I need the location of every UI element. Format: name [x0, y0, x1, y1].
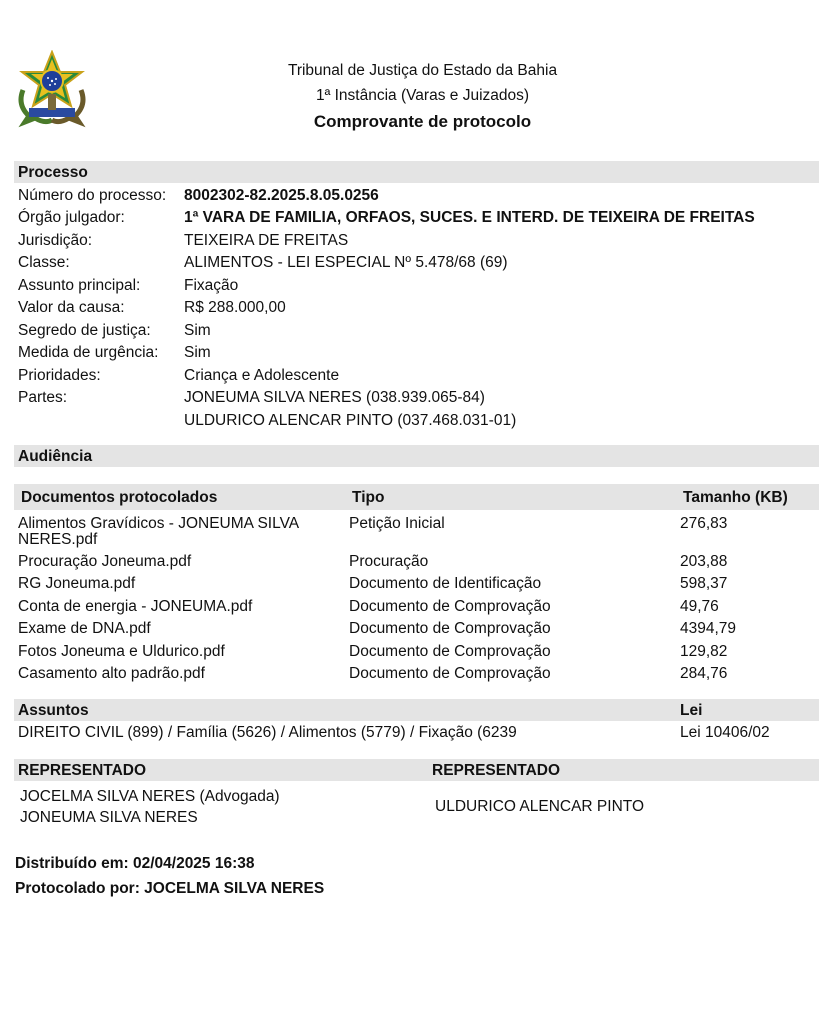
field-value-valor: R$ 288.000,00 — [184, 299, 286, 316]
representado-left-title: REPRESENTADO — [18, 762, 147, 779]
field-value-prioridades: Criança e Adolescente — [184, 367, 340, 384]
doc-name: RG Joneuma.pdf — [18, 575, 136, 592]
protocolado-por: Protocolado por: JOCELMA SILVA NERES — [15, 880, 325, 897]
doc-type: Petição Inicial — [349, 515, 445, 532]
doc-size: 203,88 — [680, 553, 728, 570]
field-label-jurisdicao: Jurisdição: — [18, 232, 93, 249]
doc-name: Fotos Joneuma e Uldurico.pdf — [18, 643, 225, 660]
doc-type: Documento de Identificação — [349, 575, 542, 592]
documentos-table-header — [14, 484, 819, 510]
col-header-tamanho: Tamanho (KB) — [683, 489, 788, 506]
court-name: Tribunal de Justiça do Estado da Bahia — [287, 62, 558, 79]
field-value-assunto: Fixação — [184, 277, 239, 294]
field-label-numero: Número do processo: — [18, 187, 167, 204]
field-label-assunto: Assunto principal: — [18, 277, 141, 294]
doc-name: Casamento alto padrão.pdf — [18, 665, 205, 682]
lei-title: Lei — [680, 702, 703, 719]
field-label-valor: Valor da causa: — [18, 299, 125, 316]
instance-name: 1ª Instância (Varas e Juizados) — [315, 87, 530, 104]
doc-type: Documento de Comprovação — [349, 643, 551, 660]
doc-size: 4394,79 — [680, 620, 737, 637]
doc-name: Procuração Joneuma.pdf — [18, 553, 192, 570]
representado-right-title: REPRESENTADO — [432, 762, 561, 779]
field-label-partes: Partes: — [18, 389, 68, 406]
lei-value: Lei 10406/02 — [680, 724, 770, 741]
doc-type: Documento de Comprovação — [349, 620, 551, 637]
field-value-classe: ALIMENTOS - LEI ESPECIAL Nº 5.478/68 (69) — [184, 254, 508, 271]
doc-size: 284,76 — [680, 665, 728, 682]
doc-size: 598,37 — [680, 575, 728, 592]
representado-section-header — [14, 759, 819, 781]
field-value-parte-2: ULDURICO ALENCAR PINTO (037.468.031-01) — [184, 412, 517, 429]
field-value-parte-1: JONEUMA SILVA NERES (038.939.065-84) — [184, 389, 485, 406]
field-value-jurisdicao: TEIXEIRA DE FREITAS — [184, 232, 349, 249]
page-title: Comprovante de protocolo — [313, 112, 532, 131]
assuntos-section-header — [14, 699, 819, 721]
field-label-prioridades: Prioridades: — [18, 367, 101, 384]
col-header-documentos: Documentos protocolados — [21, 489, 218, 506]
field-value-orgao: 1ª VARA DE FAMILIA, ORFAOS, SUCES. E INTERD. DE TEIXEIRA DE FREITAS — [184, 209, 755, 226]
field-label-classe: Classe: — [18, 254, 70, 271]
field-label-orgao: Órgão julgador: — [18, 209, 125, 226]
field-value-numero: 8002302-82.2025.8.05.0256 — [184, 187, 379, 204]
representado-left-line-1: JOCELMA SILVA NERES (Advogada) — [20, 788, 280, 805]
doc-size: 276,83 — [680, 515, 728, 532]
assuntos-value: DIREITO CIVIL (899) / Família (5626) / Alimentos (5779) / Fixação (6239 — [18, 724, 517, 741]
audiencia-title: Audiência — [18, 448, 93, 465]
field-label-segredo: Segredo de justiça: — [18, 322, 151, 339]
doc-type: Documento de Comprovação — [349, 665, 551, 682]
distribuido-em: Distribuído em: 02/04/2025 16:38 — [15, 855, 255, 872]
field-label-urgencia: Medida de urgência: — [18, 344, 159, 361]
doc-name: Conta de energia - JONEUMA.pdf — [18, 598, 253, 615]
doc-size: 129,82 — [680, 643, 728, 660]
doc-type: Documento de Comprovação — [349, 598, 551, 615]
processo-title: Processo — [18, 164, 88, 181]
audiencia-section-header — [14, 445, 819, 467]
doc-name: Exame de DNA.pdf — [18, 620, 151, 637]
doc-name: Alimentos Gravídicos - JONEUMA SILVA — [18, 515, 300, 532]
representado-left-line-2: JONEUMA SILVA NERES — [20, 809, 198, 826]
doc-type: Procuração — [349, 553, 429, 570]
representado-right-line: ULDURICO ALENCAR PINTO — [435, 798, 645, 815]
col-header-tipo: Tipo — [352, 489, 385, 506]
field-value-urgencia: Sim — [184, 344, 211, 361]
assuntos-title: Assuntos — [18, 702, 89, 719]
field-value-segredo: Sim — [184, 322, 211, 339]
doc-size: 49,76 — [680, 598, 719, 615]
doc-name-cont: NERES.pdf — [18, 531, 98, 548]
processo-section-header — [14, 161, 819, 183]
